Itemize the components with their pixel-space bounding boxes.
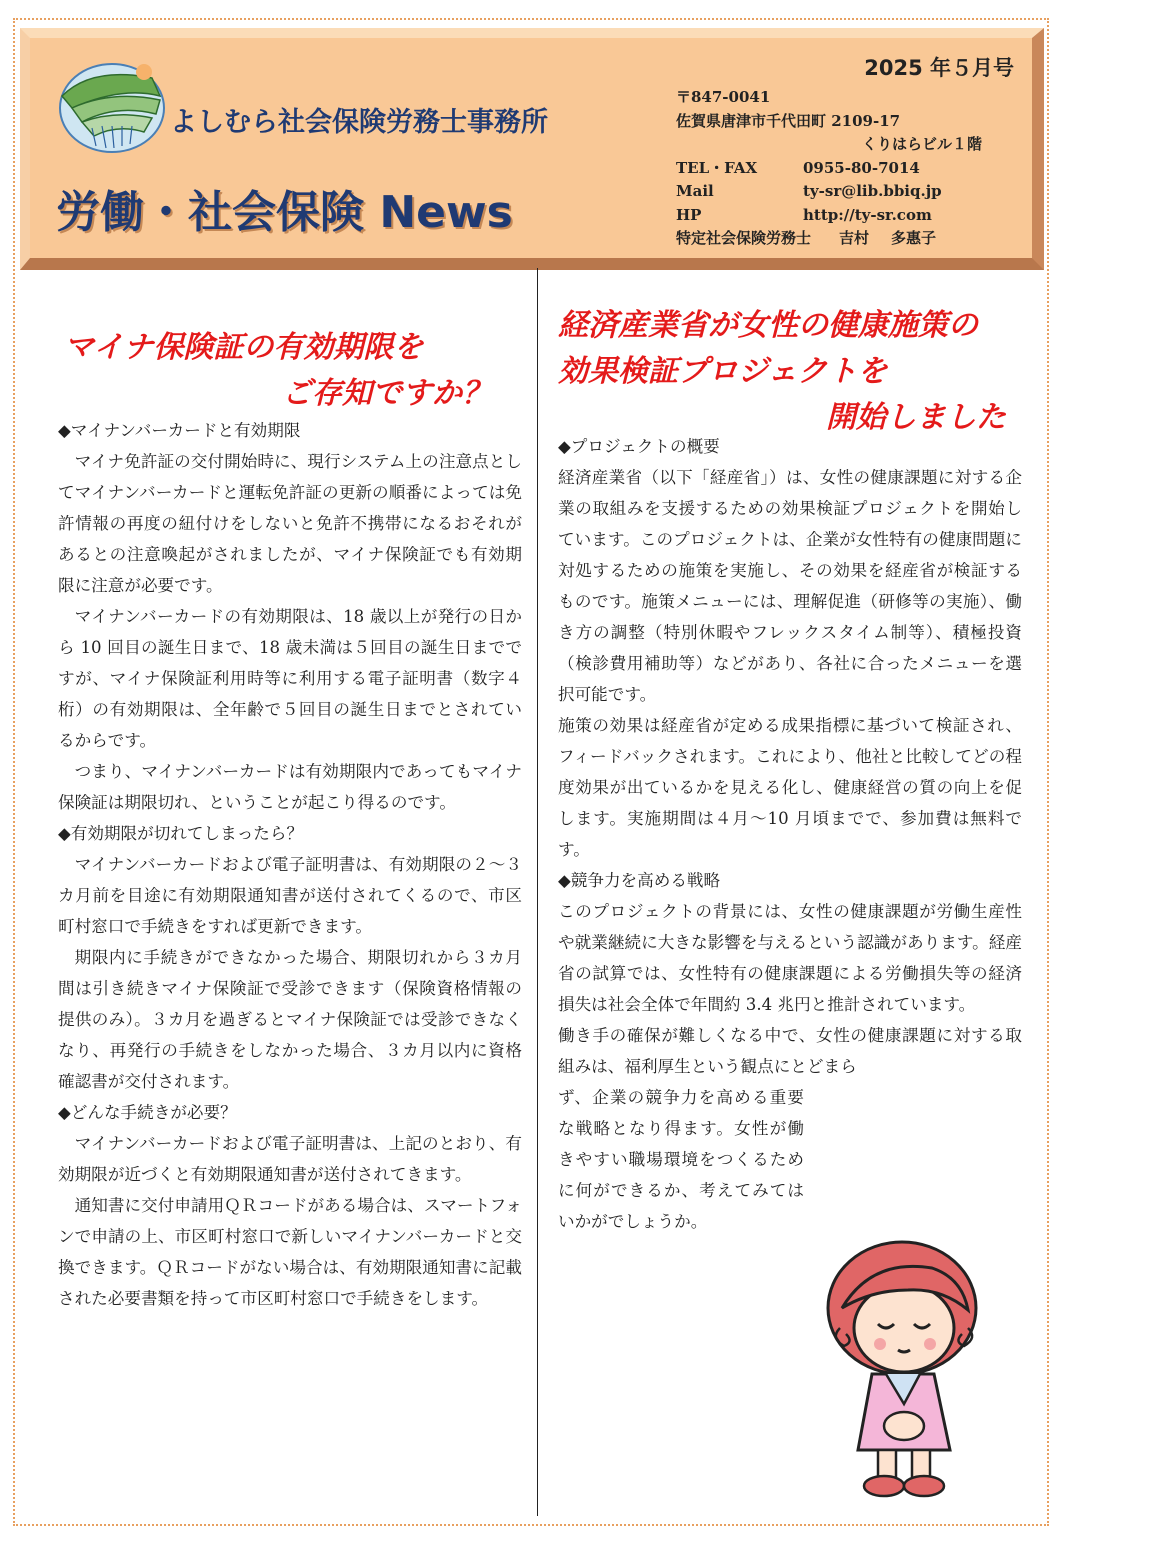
address-line1: 佐賀県唐津市千代田町 2109-17 — [676, 111, 901, 130]
tel-label: TEL・FAX — [676, 158, 758, 177]
role-label: 特定社会保険労務士 — [676, 229, 812, 247]
newsletter-header — [20, 28, 1044, 270]
rice-terrace-logo — [52, 56, 168, 156]
paragraph: 通知書に交付申請用ＱＲコードがある場合は、スマートフォンで申請の上、市区町村窓口で新しいマイナンバーカードと交換できます。ＱＲコードがない場合は、有効期限通知書に記載された必要書類を持って市区町村窓口で手続きをします。 — [58, 1196, 522, 1308]
paragraph: 働き手の確保が難しくなる中で、女性の健康課題に対する取組みは、福利厚生という観点にとどまら — [558, 1026, 1022, 1076]
paragraph: マイナンバーカードおよび電子証明書は、有効期限の２～３カ月前を目途に有効期限通知書が送付されてくるので、市区町村窓口で手続きをすれば更新できます。 — [58, 855, 522, 936]
section-heading: ◆どんな手続きが必要？ — [58, 1103, 237, 1122]
left-article-body — [58, 415, 522, 1314]
left-article-title-line2: ご存知ですか？ — [282, 376, 492, 411]
paragraph: つまり、マイナンバーカードは有効期限内であってもマイナ保険証は期限切れ、ということが起こり得るのです。 — [58, 762, 522, 812]
paragraph: ず、企業の競争力を高める重要な戦略となり得ます。女性が働きやすい職場環境をつくるために何ができるか、考えてみてはいかがでしょうか。 — [558, 1088, 804, 1231]
right-article-title-line3: 開始しました — [826, 400, 1006, 435]
newsletter-title: 労働・社会保険 News — [56, 187, 513, 238]
right-article-title-line1: 経済産業省が女性の健康施策の — [558, 308, 978, 343]
tel-value: 0955-80-7014 — [803, 158, 920, 177]
person-given: 多惠子 — [891, 229, 937, 247]
paragraph: 経済産業省（以下「経産省」）は、女性の健康課題に対する企業の取組みを支援するための効果検証プロジェクトを開始しています。このプロジェクトは、企業が女性特有の健康問題に対処するための施策を実施し、その効果を経産省が検証するものです。施策メニューには、理解促進（研修等の実施）、働き方の調整（特別休暇やフレックスタイム制等）、積極投資（検診費用補助等）などがあり、各社に合ったメニューを選択可能です。 — [558, 468, 1022, 704]
mail-value[interactable]: ty-sr@lib.bbiq.jp — [803, 182, 942, 200]
paragraph: 施策の効果は経産省が定める成果指標に基づいて検証され、フィードバックされます。これにより、他社と比較してどの程度効果が出ているかを見える化し、健康経営の質の向上を促します。実施期間は４月～10 月頃までで、参加費は無料です。 — [558, 716, 1022, 859]
paragraph: 期限内に手続きができなかった場合、期限切れから３カ月間は引き続きマイナ保険証で受診できます（保険資格情報の提供のみ）。３カ月を過ぎるとマイナ保険証では受診できなくなり、再発行の手続きをしなかった場合、３カ月以内に資格確認書が交付されます。 — [58, 948, 522, 1091]
mail-label: Mail — [676, 182, 714, 200]
paragraph: マイナンバーカードおよび電子証明書は、上記のとおり、有効期限が近づくと有効期限通知書が送付されてきます。 — [58, 1134, 522, 1184]
section-heading: ◆プロジェクトの概要 — [558, 437, 720, 456]
left-article-title-line1: マイナ保険証の有効期限を — [64, 330, 424, 365]
right-article-title-line2: 効果検証プロジェクトを — [558, 354, 888, 389]
right-article-body — [558, 431, 1022, 1237]
section-heading: ◆競争力を高める戦略 — [558, 871, 721, 890]
hp-label: HP — [676, 205, 702, 224]
paragraph: マイナンバーカードの有効期限は、18 歳以上が発行の日から 10 回目の誕生日まで、18 歳未満は５回目の誕生日までですが、マイナ保険証利用時等に利用する電子証明書（数字４桁）の有効期限は、全年齢で５回目の誕生日までとされているからです。 — [58, 607, 522, 750]
section-heading: ◆マイナンバーカードと有効期限 — [58, 421, 301, 440]
office-name: よしむら社会保険労務士事務所 — [170, 107, 548, 138]
paragraph: マイナ免許証の交付開始時に、現行システム上の注意点としてマイナンバーカードと運転免許証の更新の順番によっては免許情報の再度の紐付けをしないと免許不携帯になるおそれがあるとの注意喚起がされましたが、マイナ保険証でも有効期限に注意が必要です。 — [58, 452, 522, 595]
column-divider — [537, 268, 538, 1516]
hp-link[interactable]: http://ty-sr.com — [803, 205, 932, 224]
bowing-woman-illustration — [822, 1228, 982, 1500]
section-heading: ◆有効期限が切れてしまったら？ — [58, 824, 304, 843]
person-surname: 吉村 — [839, 229, 870, 247]
postal-code: 〒847-0041 — [676, 88, 771, 106]
contact-block — [676, 86, 982, 251]
paragraph: このプロジェクトの背景には、女性の健康課題が労働生産性や就業継続に大きな影響を与えるという認識があります。経産省の試算では、女性特有の健康課題による労働損失等の経済損失は社会全体で年間約 3.4 兆円と推計されています。 — [558, 902, 1022, 1014]
address-line2: くりはらビル１階 — [862, 135, 983, 153]
issue-date: 2025 年５月号 — [864, 56, 1014, 80]
